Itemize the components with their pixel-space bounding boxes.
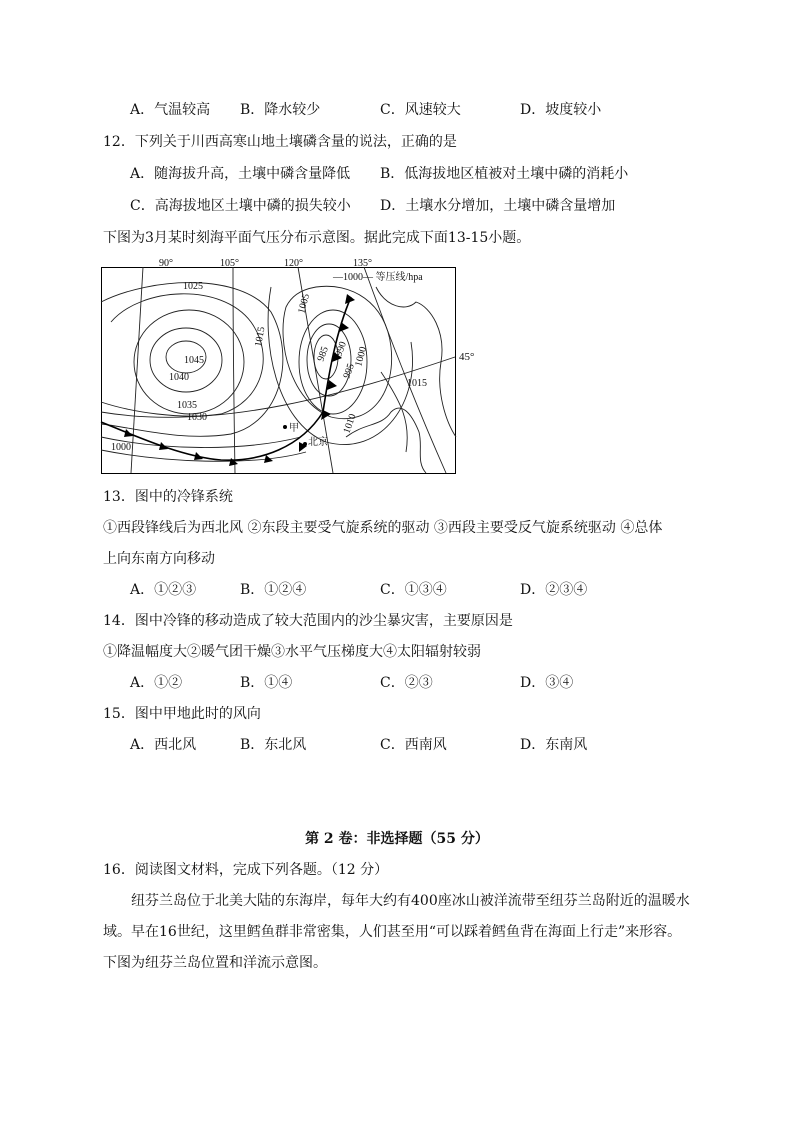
q11-option-d[interactable]: D．坡度较小: [520, 102, 602, 118]
sea-level-pressure-map: [101, 258, 475, 474]
isobar-1010: 1010: [341, 412, 359, 436]
q16-paragraph-2: 域。早在16世纪，这里鳕鱼群非常密集，人们甚至用“可以踩着鳕鱼背在海面上行走”来形容。: [103, 924, 682, 940]
q13-statements-2: 上向东南方向移动: [103, 551, 215, 567]
q16-stem: 16．阅读图文材料，完成下列各题。（12 分）: [103, 862, 389, 878]
q14-options: [130, 673, 690, 693]
q13-option-a[interactable]: A．①②③: [130, 582, 197, 598]
q15-stem: 15．图中甲地此时的风向: [103, 706, 261, 722]
isobar-1015-east: 1015: [407, 378, 427, 389]
intro-13-15: 下图为3月某时刻海平面气压分布示意图。据此完成下面13-15小题。: [103, 230, 531, 246]
q14-statements: ①降温幅度大②暖气团干燥③水平气压梯度大④太阳辐射较弱: [103, 644, 481, 660]
q16-paragraph-3: 下图为纽芬兰岛位置和洋流示意图。: [103, 955, 327, 971]
place-beijing: 北京: [308, 437, 328, 448]
q15-option-c[interactable]: C．西南风: [380, 737, 447, 753]
isobar-1040: 1040: [169, 372, 189, 383]
q12-option-d[interactable]: D．土壤水分增加，土壤中磷含量增加: [380, 198, 616, 214]
isobar-1035: 1035: [177, 400, 197, 411]
q15-option-b[interactable]: B．东北风: [240, 737, 307, 753]
q16-paragraph-1: 纽芬兰岛位于北美大陆的东海岸，每年大约有400座冰山被洋流带至纽芬兰岛附近的温暖水: [131, 893, 690, 909]
isobar-1015-west: 1015: [253, 325, 268, 348]
isobar-1045: 1045: [184, 355, 204, 366]
q12-options-row2: [130, 196, 690, 216]
q12-stem: 12．下列关于川西高寒山地土壤磷含量的说法，正确的是: [103, 134, 457, 150]
isobar-1000-east: 1000: [353, 345, 370, 368]
q11-option-a[interactable]: A．气温较高: [130, 102, 211, 118]
q14-option-d[interactable]: D．③④: [520, 675, 574, 691]
q13-option-c[interactable]: C．①③④: [380, 582, 447, 598]
q13-statements-1: ①西段锋线后为西北风 ②东段主要受气旋系统的驱动 ③西段主要受反气旋系统驱动 ④总体: [103, 520, 663, 536]
q15-option-a[interactable]: A．西北风: [130, 737, 197, 753]
isobar-990: 990: [333, 340, 349, 359]
legend-isobar: —1000— 等压线/hpa: [333, 272, 423, 283]
q13-option-b[interactable]: B．①②④: [240, 582, 307, 598]
q14-stem: 14．图中冷锋的移动造成了较大范围内的沙尘暴灾害，主要原因是: [103, 613, 513, 629]
q15-options: [130, 735, 690, 755]
q11-option-b[interactable]: B．降水较少: [240, 102, 321, 118]
q12-option-a[interactable]: A．随海拔升高，土壤中磷含量降低: [130, 166, 351, 182]
lon-105: 105°: [220, 258, 239, 269]
q13-options: [130, 580, 690, 600]
lon-90: 90°: [159, 258, 173, 269]
isobar-1030: 1030: [187, 412, 207, 423]
q12-options-row1: [130, 164, 690, 184]
lat-45: 45°: [459, 351, 475, 363]
isobar-1005: 1005: [296, 292, 313, 315]
q12-option-b[interactable]: B．低海拔地区植被对土壤中磷的消耗小: [380, 166, 629, 182]
q15-option-d[interactable]: D．东南风: [520, 737, 588, 753]
part2-title: 第 2 卷：非选择题（55 分）: [305, 831, 489, 847]
lon-120: 120°: [284, 258, 303, 269]
place-jia: 甲: [289, 423, 299, 434]
q13-stem: 13．图中的冷锋系统: [103, 489, 233, 505]
q11-options: [130, 100, 690, 120]
q12-option-c[interactable]: C．高海拔地区土壤中磷的损失较小: [130, 198, 351, 214]
isobar-995: 995: [341, 362, 357, 381]
q13-option-d[interactable]: D．②③④: [520, 582, 588, 598]
q14-option-b[interactable]: B．①④: [240, 675, 293, 691]
q14-option-c[interactable]: C．②③: [380, 675, 433, 691]
q14-option-a[interactable]: A．①②: [130, 675, 183, 691]
lon-135: 135°: [353, 258, 372, 269]
q11-option-c[interactable]: C．风速较大: [380, 102, 461, 118]
isobar-1000-west: 1000: [111, 442, 131, 453]
isobar-1025: 1025: [183, 281, 203, 292]
isobar-985: 985: [315, 345, 331, 364]
